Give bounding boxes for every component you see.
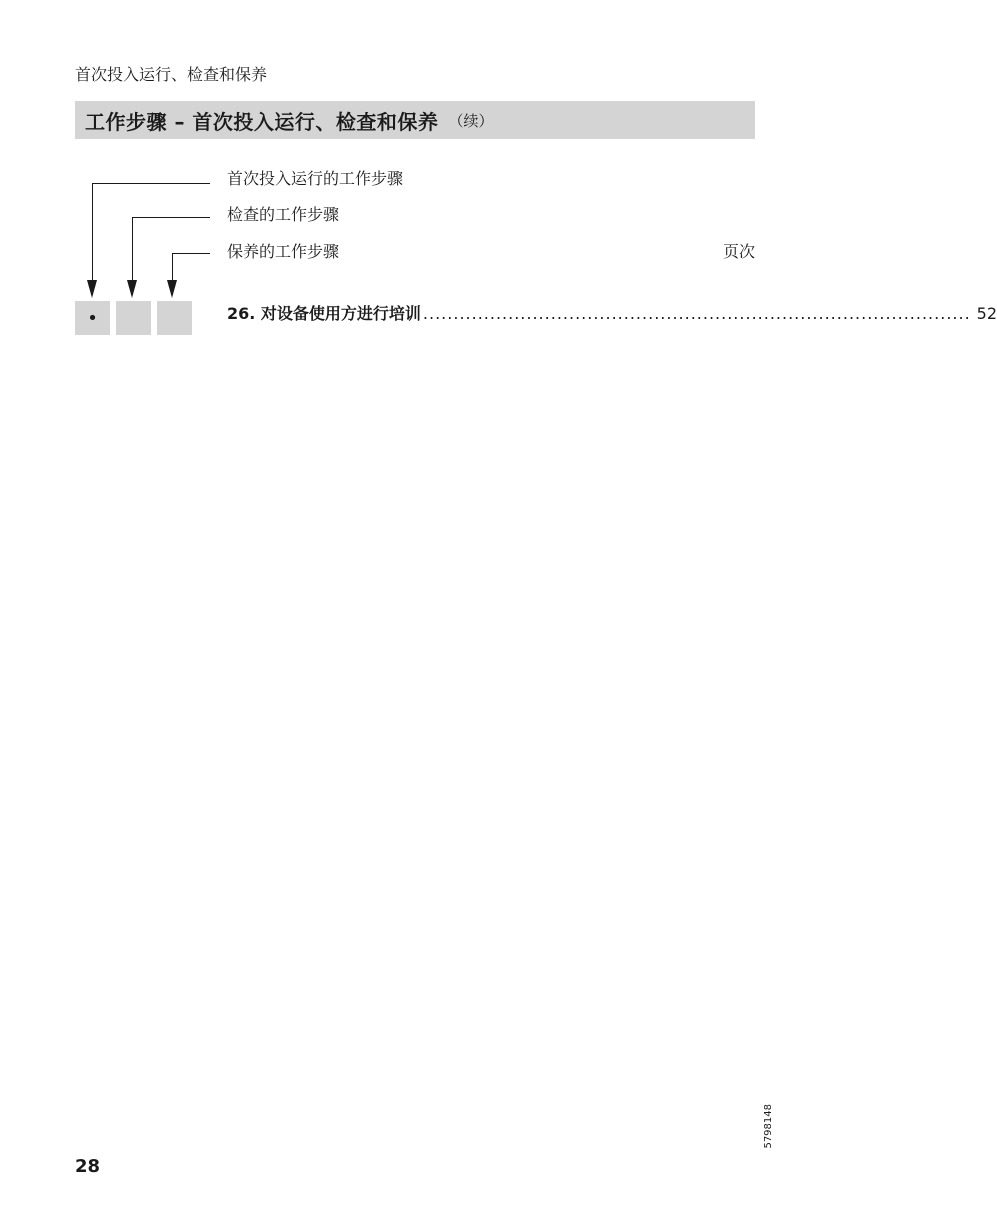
- bullet-icon: •: [87, 307, 98, 329]
- legend-label-maintenance: 保养的工作步骤: [227, 242, 340, 261]
- legend-line-commissioning: [92, 183, 210, 184]
- legend-vline-inspection: [132, 217, 133, 281]
- legend-line-maintenance: [172, 253, 210, 254]
- toc-leader-dots: ..........................................................................................: [422, 304, 971, 323]
- legend-label-commissioning: 首次投入运行的工作步骤: [227, 169, 404, 188]
- arrow-down-icon: [167, 280, 177, 298]
- title-continued: （续）: [448, 111, 494, 130]
- legend-vline-commissioning: [92, 183, 93, 281]
- title-bar: [75, 101, 755, 139]
- legend-label-inspection: 检查的工作步骤: [227, 205, 340, 224]
- step-box-inspection: [116, 301, 151, 335]
- toc-page-number[interactable]: 52: [976, 304, 997, 323]
- document-number: 5798148: [763, 1104, 774, 1149]
- arrow-down-icon: [127, 280, 137, 298]
- legend-vline-maintenance: [172, 253, 173, 281]
- step-box-maintenance: [157, 301, 192, 335]
- page-title: 工作步骤 – 首次投入运行、检查和保养: [85, 109, 439, 134]
- section-header: 首次投入运行、检查和保养: [75, 65, 268, 84]
- toc-title[interactable]: 26. 对设备使用方进行培训: [227, 304, 421, 323]
- step-box-commissioning: [75, 301, 110, 335]
- page-number: 28: [75, 1156, 101, 1177]
- legend-line-inspection: [132, 217, 210, 218]
- arrow-down-icon: [87, 280, 97, 298]
- toc-row[interactable]: [227, 303, 997, 325]
- page-column-header: 页次: [722, 242, 755, 261]
